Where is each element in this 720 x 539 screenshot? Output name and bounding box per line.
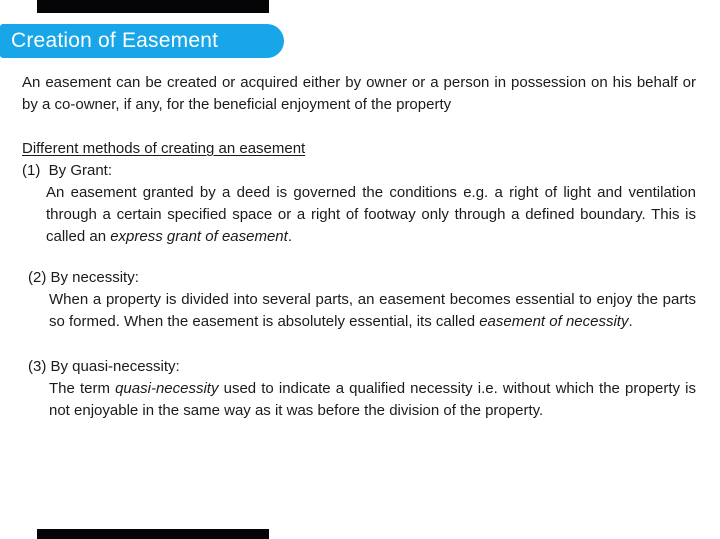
slide-body <box>22 72 696 422</box>
method-item-quasi-necessity <box>22 356 696 422</box>
methods-heading: Different methods of creating an easement <box>22 140 306 157</box>
method-item-necessity <box>22 267 696 333</box>
top-black-bar <box>37 0 269 13</box>
slide-title: Creation of Easement <box>11 29 219 52</box>
method-body-necessity <box>49 289 696 333</box>
method-label-necessity: (2) By necessity: <box>28 269 139 286</box>
method-label-quasi-necessity: (3) By quasi-necessity: <box>28 358 180 375</box>
body-text: An easement granted by a deed is governed the conditions e.g. a right of light and ventilation through a certain specified space or a right of footway only through a defined boundary. This is called an <box>46 184 696 245</box>
body-text: When a property is divided into several parts, an easement becomes essential to enjoy the parts so formed. When the easement is absolutely essential, its called <box>49 291 696 330</box>
body-text: The term <box>49 380 116 397</box>
intro-paragraph: An easement can be created or acquired either by owner or a person in possession on his behalf or by a co-owner, if any, for the beneficial enjoyment of the property <box>22 74 696 113</box>
body-italic-term: easement of necessity <box>479 313 629 330</box>
body-italic-term: express grant of easement <box>110 228 288 245</box>
method-body-grant <box>46 182 696 248</box>
body-text: . <box>628 313 633 330</box>
title-banner <box>0 24 284 58</box>
method-body-quasi-necessity <box>49 378 696 422</box>
method-item-grant <box>22 160 696 248</box>
body-text: . <box>287 228 292 245</box>
body-text: used to indicate a qualified necessity i.e. without which the property is not enjoyable in the same way as it was before the division of the property. <box>49 380 696 419</box>
method-label-grant: (1) By Grant: <box>22 162 113 179</box>
bottom-black-bar <box>37 529 269 539</box>
body-italic-term: quasi-necessity <box>115 380 219 397</box>
